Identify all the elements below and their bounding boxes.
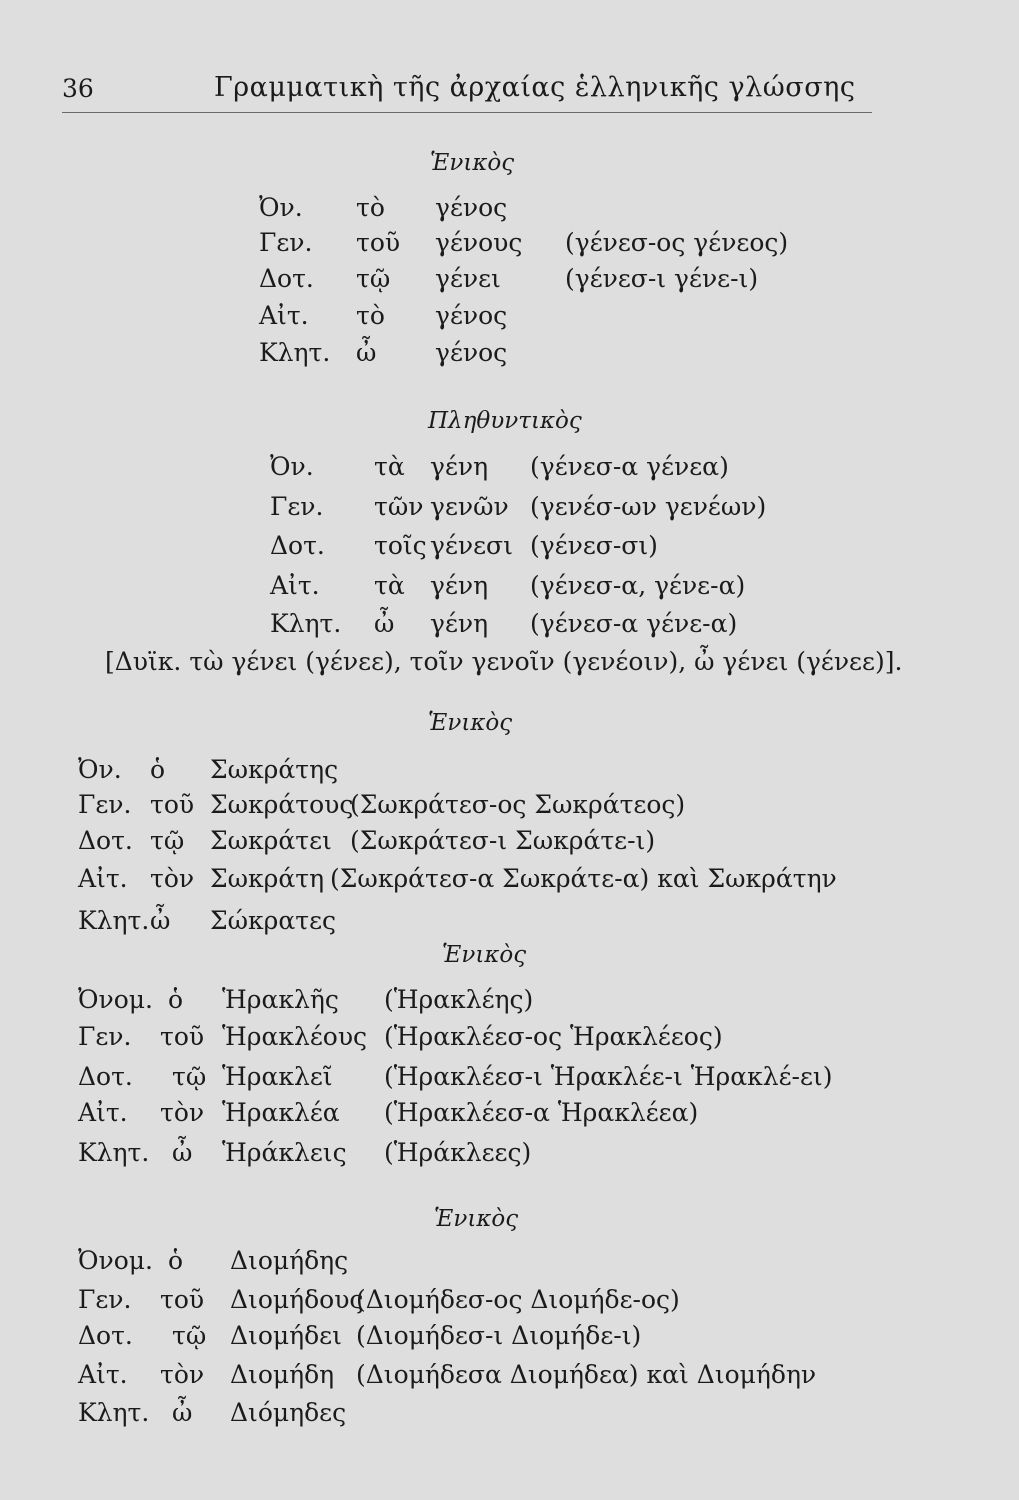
noun-form: Ἡράκλεις (222, 1138, 347, 1167)
article: τῷ (150, 826, 185, 855)
case-label: Αἰτ. (78, 864, 128, 893)
derivation: (γένεσ-ος γένεος) (565, 228, 789, 257)
article: ὁ (150, 755, 166, 784)
derivation: (Διομήδεσ-ι Διομήδε-ι) (356, 1321, 642, 1350)
article: ὁ (168, 985, 184, 1014)
derivation: (Ἡρακλέεσ-α Ἡρακλέεα) (384, 1098, 699, 1127)
noun-form: Ἡρακλέα (222, 1098, 340, 1127)
table-row (0, 492, 1019, 532)
derivation: (Ἡρακλέης) (384, 985, 534, 1014)
table-row (0, 1398, 1019, 1438)
article: τῶν (374, 492, 424, 521)
noun-form: Σωκράτους (210, 790, 354, 819)
case-label: Κλητ. (270, 609, 342, 638)
table-row (0, 1321, 1019, 1361)
page-number: 36 (62, 74, 94, 103)
noun-form: Σωκράτει (210, 826, 332, 855)
article: τοῦ (150, 790, 195, 819)
case-label: Γεν. (78, 790, 132, 819)
noun-form: γένεσι (430, 531, 513, 560)
table-row (0, 826, 1019, 866)
article: τὸν (160, 1360, 205, 1389)
derivation: (Ἡράκλεες) (384, 1138, 532, 1167)
table-row (0, 790, 1019, 830)
table-row (0, 193, 1019, 233)
section-heading-genos-singular: Ἑνικὸς (430, 150, 515, 176)
case-label: Δοτ. (270, 531, 325, 560)
article: τοῦ (160, 1022, 205, 1051)
article: τοῦ (356, 228, 401, 257)
noun-form: γένος (435, 193, 508, 222)
table-row (0, 1098, 1019, 1138)
table-row (0, 301, 1019, 341)
noun-form: Ἡρακλέους (222, 1022, 368, 1051)
section-heading-diomedes: Ἑνικὸς (434, 1206, 519, 1232)
noun-form: Διομήδη (230, 1360, 335, 1389)
noun-form: Ἡρακλῆς (222, 985, 339, 1014)
table-row (0, 452, 1019, 492)
article: ὦ (172, 1138, 193, 1167)
section-heading-genos-plural: Πληθυντικὸς (428, 408, 582, 434)
table-row (0, 228, 1019, 268)
article: τὸν (150, 864, 195, 893)
case-label: Αἰτ. (78, 1360, 128, 1389)
derivation: (γένεσ-ι γένε-ι) (565, 264, 759, 293)
case-label: Ὀν. (78, 755, 122, 784)
case-label: Δοτ. (78, 826, 133, 855)
derivation: (γένεσ-α, γένε-α) (530, 571, 746, 600)
table-row (0, 906, 1019, 946)
case-label: Ὀνομ. (78, 1246, 153, 1275)
noun-form: Διομήδει (230, 1321, 342, 1350)
noun-form: Διομήδης (230, 1246, 349, 1275)
article: ὦ (172, 1398, 193, 1427)
section-heading-herakles: Ἑνικὸς (442, 942, 527, 968)
table-row (0, 531, 1019, 571)
case-label: Ὀν. (259, 193, 303, 222)
noun-form: γένει (435, 264, 501, 293)
noun-form: γένος (435, 338, 508, 367)
noun-form: γενῶν (430, 492, 509, 521)
article: ὦ (356, 338, 377, 367)
noun-form: γένη (430, 609, 489, 638)
case-label: Κλητ. (78, 1138, 150, 1167)
noun-form: Διομήδους (230, 1285, 364, 1314)
table-row (0, 1138, 1019, 1178)
article: τὰ (374, 571, 405, 600)
case-label: Γεν. (78, 1022, 132, 1051)
article: ὦ (374, 609, 395, 638)
table-row (0, 985, 1019, 1025)
dual-note: [Δυϊκ. τὼ γένει (γένεε), τοῖν γενοῖν (γενέοιν), ὦ γένει (γένεε)]. (105, 647, 903, 676)
article: τὸ (356, 193, 385, 222)
noun-form: Σωκράτης (210, 755, 339, 784)
noun-form: γένους (435, 228, 523, 257)
table-row (0, 1285, 1019, 1325)
case-label: Γεν. (78, 1285, 132, 1314)
article: τῷ (172, 1321, 207, 1350)
noun-form: Σώκρατες (210, 906, 337, 935)
case-label: Γεν. (259, 228, 313, 257)
derivation: (Ἡρακλέεσ-ι Ἡρακλέε-ι Ἡρακλέ-ει) (384, 1062, 833, 1091)
article: τὸ (356, 301, 385, 330)
derivation: (γενέσ-ων γενέων) (530, 492, 767, 521)
table-row (0, 755, 1019, 795)
table-row (0, 864, 1019, 904)
article: τὸν (160, 1098, 205, 1127)
case-label: Ὀνομ. (78, 985, 153, 1014)
case-label: Δοτ. (78, 1321, 133, 1350)
noun-form: γένος (435, 301, 508, 330)
derivation: (Σωκράτεσ-ος Σωκράτεος) (350, 790, 686, 819)
table-row (0, 571, 1019, 611)
section-heading-sokrates: Ἑνικὸς (428, 710, 513, 736)
article: τῷ (172, 1062, 207, 1091)
running-title: Γραμματικὴ τῆς ἀρχαίας ἑλληνικῆς γλώσσης (214, 72, 856, 103)
case-label: Γεν. (270, 492, 324, 521)
table-row (0, 338, 1019, 378)
article: τοῖς (374, 531, 427, 560)
table-row (0, 1246, 1019, 1286)
case-label: Αἰτ. (78, 1098, 128, 1127)
noun-form: Σωκράτη (210, 864, 325, 893)
article: τῷ (356, 264, 391, 293)
article: ὦ (150, 906, 171, 935)
derivation: (Σωκράτεσ-α Σωκράτε-α) καὶ Σωκράτην (330, 864, 837, 893)
case-label: Δοτ. (259, 264, 314, 293)
table-row (0, 609, 1019, 649)
noun-form: Διόμηδες (230, 1398, 347, 1427)
derivation: (Διομήδεσ-ος Διομήδε-ος) (356, 1285, 680, 1314)
derivation: (Ἡρακλέεσ-ος Ἡρακλέεος) (384, 1022, 723, 1051)
case-label: Κλητ. (78, 1398, 150, 1427)
noun-form: γένη (430, 571, 489, 600)
derivation: (γένεσ-α γένε-α) (530, 609, 738, 638)
table-row (0, 1360, 1019, 1400)
table-row (0, 1022, 1019, 1062)
derivation: (γένεσ-σι) (530, 531, 658, 560)
case-label: Ὀν. (270, 452, 314, 481)
case-label: Δοτ. (78, 1062, 133, 1091)
derivation: (γένεσ-α γένεα) (530, 452, 729, 481)
case-label: Αἰτ. (259, 301, 309, 330)
article: τοῦ (160, 1285, 205, 1314)
noun-form: Ἡρακλεῖ (222, 1062, 333, 1091)
article: ὁ (168, 1246, 184, 1275)
page-header (62, 68, 872, 113)
derivation: (Διομήδεσα Διομήδεα) καὶ Διομήδην (356, 1360, 817, 1389)
case-label: Κλητ. (78, 906, 150, 935)
case-label: Κλητ. (259, 338, 331, 367)
article: τὰ (374, 452, 405, 481)
case-label: Αἰτ. (270, 571, 320, 600)
table-row (0, 264, 1019, 304)
noun-form: γένη (430, 452, 489, 481)
table-row (0, 1062, 1019, 1102)
derivation: (Σωκράτεσ-ι Σωκράτε-ι) (350, 826, 656, 855)
